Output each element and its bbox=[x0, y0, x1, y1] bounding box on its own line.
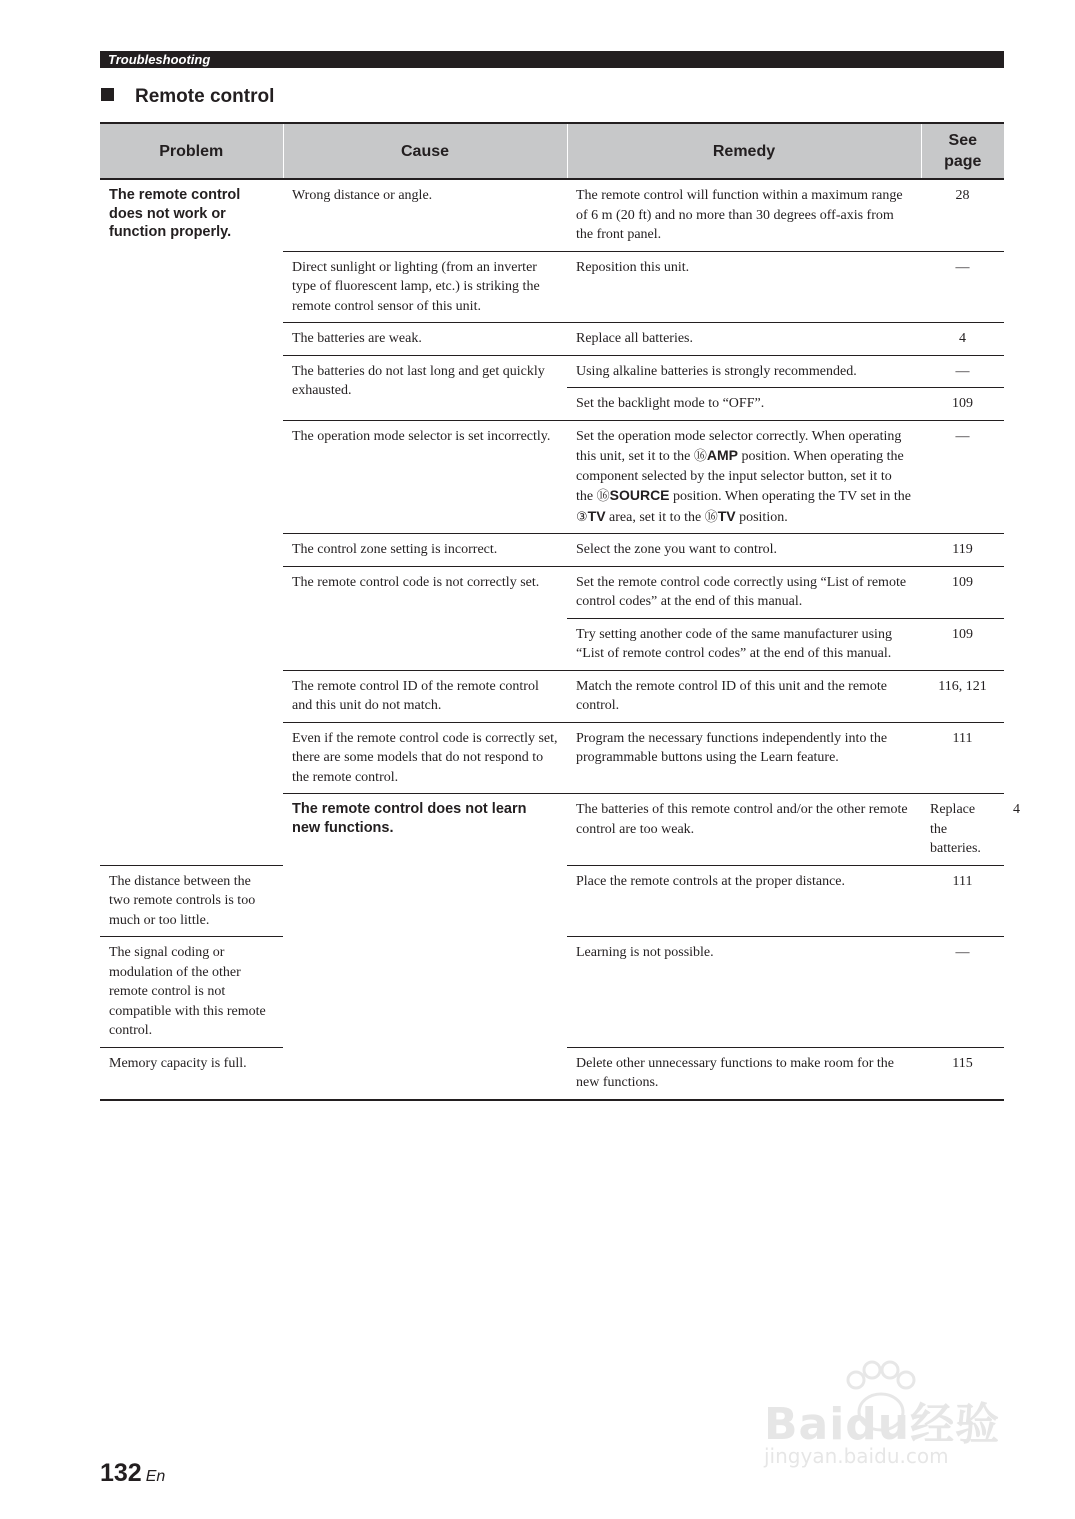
page-cell: 109 bbox=[921, 566, 1004, 618]
remedy-text: Set the operation mode selector correctly. When operating this unit, set it to the bbox=[576, 428, 902, 464]
page-cell: 116, 121 bbox=[921, 670, 1004, 722]
problem-cell-not-work: The remote control does not work or function properly. bbox=[109, 187, 241, 240]
page-title-text: Remote control bbox=[135, 86, 275, 107]
troubleshooting-table bbox=[100, 122, 1020, 1101]
column-header-see-page bbox=[921, 123, 1004, 179]
circled-number-icon: ③ bbox=[576, 509, 588, 525]
table-row: The remote control does not learn new functions. The batteries of this remote control and/or the other remote control are too weak. Replace the batteries. 4 bbox=[100, 794, 1004, 866]
table-row bbox=[100, 179, 1004, 251]
watermark-text-brand: Baidu经验 bbox=[764, 1399, 1001, 1450]
page-number-value: 132 bbox=[100, 1459, 142, 1487]
cause-cell: The batteries of this remote control and/or the other remote control are too weak. bbox=[567, 794, 921, 866]
remedy-cell: Set the remote control code correctly using “List of remote control codes” at the end of this manual. bbox=[567, 566, 921, 618]
column-header-remedy: Remedy bbox=[567, 123, 921, 179]
cause-cell: The distance between the two remote controls is too much or too little. bbox=[100, 865, 283, 937]
see-page-line1: See bbox=[948, 132, 977, 149]
key-label-tv: TV bbox=[587, 507, 606, 524]
page-language: En bbox=[145, 1468, 166, 1485]
remedy-cell bbox=[567, 420, 921, 534]
cause-cell: The batteries do not last long and get quickly exhausted. bbox=[283, 355, 567, 420]
page-number bbox=[100, 1457, 165, 1493]
remedy-cell: Reposition this unit. bbox=[567, 251, 921, 323]
remedy-text: area, set it to the bbox=[605, 509, 705, 525]
page-cell: 109 bbox=[921, 618, 1004, 670]
page-cell: 4 bbox=[921, 323, 1004, 356]
square-bullet-icon bbox=[101, 88, 114, 101]
see-page-line2: page bbox=[944, 153, 982, 170]
cause-cell: The remote control code is not correctly set. bbox=[283, 566, 567, 670]
watermark-text-url: jingyan.baidu.com bbox=[764, 1444, 949, 1468]
page-cell: 109 bbox=[921, 388, 1004, 421]
page-cell: — bbox=[921, 420, 1004, 534]
remedy-cell: Select the zone you want to control. bbox=[567, 534, 921, 567]
remedy-text: position. bbox=[735, 509, 788, 525]
cause-cell: Memory capacity is full. bbox=[100, 1047, 283, 1100]
page-cell: 111 bbox=[921, 722, 1004, 794]
section-header-bar: Troubleshooting bbox=[100, 51, 1004, 68]
table-header-row bbox=[100, 123, 1004, 179]
page-title bbox=[101, 84, 274, 110]
key-label-amp: AMP bbox=[706, 447, 738, 463]
page-cell: — bbox=[921, 251, 1004, 323]
cause-cell: The control zone setting is incorrect. bbox=[283, 534, 567, 567]
page-cell: 119 bbox=[921, 534, 1004, 567]
key-label-source: SOURCE bbox=[609, 487, 670, 503]
remedy-cell: Delete other unnecessary functions to make room for the new functions. bbox=[567, 1047, 921, 1100]
remedy-cell: Replace the batteries. bbox=[921, 794, 1004, 866]
page-cell: 115 bbox=[921, 1047, 1004, 1100]
remedy-cell: Place the remote controls at the proper distance. bbox=[567, 865, 921, 937]
page-cell: — bbox=[921, 937, 1004, 1048]
remedy-cell: Program the necessary functions independently into the programmable buttons using the Learn feature. bbox=[567, 722, 921, 794]
circled-number-icon: ⑯ bbox=[596, 489, 610, 504]
remedy-cell: Replace all batteries. bbox=[567, 323, 921, 356]
page-cell: — bbox=[921, 355, 1004, 388]
cause-cell: Direct sunlight or lighting (from an inverter type of fluorescent lamp, etc.) is striking the remote control sensor of this unit. bbox=[283, 251, 567, 323]
baidu-watermark bbox=[760, 1360, 1010, 1480]
remedy-cell: Match the remote control ID of this unit and the remote control. bbox=[567, 670, 921, 722]
page-cell: 28 bbox=[955, 188, 970, 203]
remedy-cell: Set the backlight mode to “OFF”. bbox=[567, 388, 921, 421]
column-header-cause: Cause bbox=[283, 123, 567, 179]
cause-cell: Even if the remote control code is correctly set, there are some models that do not respond to the remote control. bbox=[283, 722, 567, 794]
cause-cell: The operation mode selector is set incorrectly. bbox=[283, 420, 567, 534]
column-header-problem: Problem bbox=[100, 123, 283, 179]
problem-cell-not-learn: The remote control does not learn new functions. bbox=[283, 794, 567, 1100]
remedy-text: position. When operating the TV set in the bbox=[669, 489, 911, 504]
cause-cell: The batteries are weak. bbox=[283, 323, 567, 356]
cause-cell: The signal coding or modulation of the other remote control is not compatible with this remote control. bbox=[100, 937, 283, 1048]
cause-cell: Wrong distance or angle. bbox=[292, 188, 433, 203]
remedy-text: position. When operating the component selected by the input selector button, set it to the bbox=[576, 449, 904, 504]
circled-number-icon: ⑯ bbox=[704, 509, 718, 525]
remedy-cell: Using alkaline batteries is strongly recommended. bbox=[567, 355, 921, 388]
page-cell: 111 bbox=[921, 865, 1004, 937]
key-label-tv: TV bbox=[717, 507, 736, 524]
circled-number-icon: ⑯ bbox=[693, 449, 707, 464]
remedy-cell: The remote control will function within a maximum range of 6 m (20 ft) and no more than 30 degrees off-axis from the front panel. bbox=[576, 188, 903, 242]
remedy-cell: Try setting another code of the same manufacturer using “List of remote control codes” at the end of this manual. bbox=[567, 618, 921, 670]
cause-cell: The remote control ID of the remote control and this unit do not match. bbox=[283, 670, 567, 722]
remedy-cell: Learning is not possible. bbox=[567, 937, 921, 1048]
